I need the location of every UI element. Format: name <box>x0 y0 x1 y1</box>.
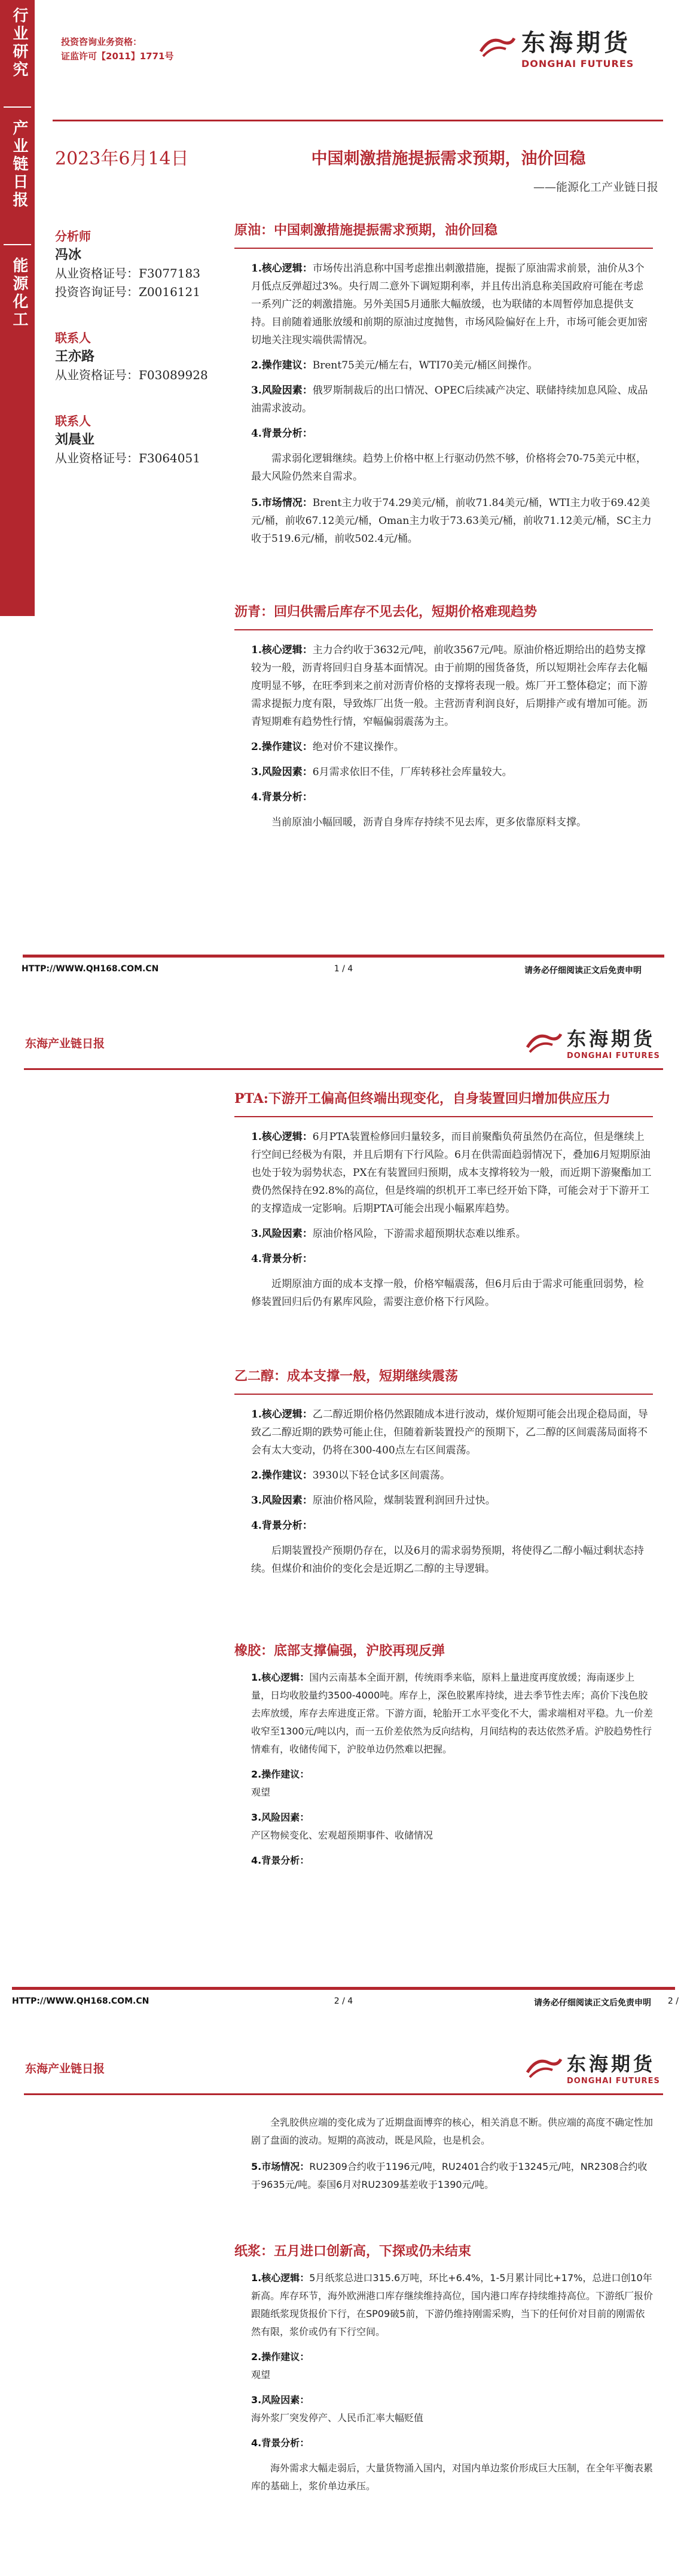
footer-url[interactable]: HTTP://WWW.QH168.COM.CN <box>22 964 159 974</box>
label: 4.背景分析： <box>251 428 313 440</box>
label: 4.背景分析： <box>251 1520 313 1532</box>
label: 4.背景分析： <box>251 1253 313 1265</box>
sidebar-tab <box>0 0 35 616</box>
label: 2.操作建议： <box>251 1470 313 1481</box>
section-title: 纸浆：五月进口创新高，下探或仍未结束 <box>234 2244 472 2259</box>
text: 原油价格风险，煤制装置利润回升过快。 <box>312 1495 496 1507</box>
section-title: 乙二醇：成本支撑一般，短期继续震荡 <box>234 1368 459 1384</box>
license-line-2: 证监许可【2011】1771号 <box>61 51 174 62</box>
background-text: 后期装置投产预期仍存在，以及6月的需求弱势预期，将使得乙二醇小幅过剩状态持续。但煤价和油价的变化会是近期乙二醇的主导逻辑。 <box>251 1545 644 1575</box>
core-logic <box>234 641 653 731</box>
op-advice <box>234 356 653 374</box>
sidebar-tab-chain-daily: 产业链日报 <box>10 120 28 209</box>
footer-disclaimer: 请务必仔细阅读正文后免责申明 <box>524 966 642 975</box>
page-number: 1 / 4 <box>334 964 353 974</box>
section-title: 沥青：回归供需后库存不见去化，短期价格难现趋势 <box>234 604 538 620</box>
logo-en: DONGHAI FUTURES <box>521 58 634 69</box>
background-text: 海外需求大幅走弱后，大量货物涌入国内，对国内单边浆价形成巨大压制，在全年平衡表累库的基础上，浆价单边承压。 <box>251 2462 654 2492</box>
company-logo <box>525 1024 660 1060</box>
label: 2.操作建议： <box>251 2351 310 2362</box>
running-head: 东海产业链日报 <box>25 2062 105 2075</box>
risk-factors <box>234 1492 653 1510</box>
contact-block <box>55 329 216 385</box>
label: 3.风险因素： <box>251 385 313 397</box>
contact-heading: 联系人 <box>55 331 91 345</box>
text: Brent75美元/桶左右，WTI70美元/桶区间操作。 <box>312 359 538 371</box>
company-logo <box>525 2049 660 2086</box>
logo-mark-icon <box>525 1029 563 1056</box>
risk-factors <box>234 763 653 781</box>
background-text: 近期原油方面的成本支撑一般，价格窄幅震荡，但6月后由于需求可能重回弱势，检修装置回归后仍有累库风险，需要注意价格下行风险。 <box>251 1278 644 1308</box>
label: 1.核心逻辑： <box>251 644 313 656</box>
text: 6月需求依旧不佳，厂库转移社会库量较大。 <box>312 766 512 778</box>
crude-section <box>234 221 653 555</box>
rubber-section <box>234 1642 653 1877</box>
contact-heading: 联系人 <box>55 414 91 428</box>
contact-block <box>55 412 216 468</box>
footer-rule <box>12 1987 675 1990</box>
background <box>234 2434 653 2452</box>
page-3 <box>0 2034 687 2576</box>
analyst-cert: 从业资格证号：F3077183 <box>55 266 200 281</box>
section-rule <box>234 1394 653 1395</box>
logo-cn: 东海期货 <box>521 29 631 57</box>
rubber-continued <box>234 2111 653 2201</box>
license-line-1: 投资咨询业务资格： <box>61 36 142 47</box>
label: 1.核心逻辑： <box>251 1409 313 1420</box>
section-rule <box>234 248 653 249</box>
risk-factors <box>234 2391 653 2427</box>
label: 3.风险因素： <box>251 766 313 778</box>
header-rule <box>24 1068 663 1070</box>
running-head: 东海产业链日报 <box>25 1037 105 1050</box>
market-status <box>234 2158 653 2194</box>
core-logic <box>234 1128 653 1218</box>
text: 3930以下轻仓试多区间震荡。 <box>312 1470 451 1481</box>
footer-rule <box>23 955 664 958</box>
text: 产区物候变化、宏观超预期事件、收储情况 <box>251 1830 433 1841</box>
core-logic <box>234 2269 653 2341</box>
analyst-heading: 分析师 <box>55 229 91 243</box>
contact-name: 王亦路 <box>55 349 95 364</box>
footer-url[interactable]: HTTP://WWW.QH168.COM.CN <box>12 1996 149 2006</box>
core-logic <box>234 1669 653 1758</box>
text: 市场传出消息称中国考虑推出刺激措施，提振了原油需求前景，油价从3个月低点反弹超过3%。央行周二意外下调短期利率，并且传出消息称美国政府可能在考虑一系列广泛的刺激措施。另外美国5月通胀大幅放缓，也为联储的本周暂停加息提供支持。目前随着通胀放缓和前期的原油过度抛售，市场风险偏好在上升，市场可能会更加密切地关注现实端供需情况。 <box>251 263 648 346</box>
text: 主力合约收于3632元/吨，前收3567元/吨。原油价格近期给出的趋势支撑较为一般，沥青将回归自身基本面情况。由于前期的囤货备货，所以短期社会库存去化幅度明显不够，在旺季到来之前对沥青价格的支撑将表现一般。炼厂开工整体稳定；而下游需求提振力度有限，导致炼厂出货一般。主营沥青利润良好，后期排产或有增加可能。沥青短期难有趋势性行情，窄幅偏弱震荡为主。 <box>251 644 648 728</box>
company-logo <box>478 24 634 69</box>
sidebar-tab-energy-chem: 能源化工 <box>10 257 28 329</box>
contact-cert: 从业资格证号：F03089928 <box>55 368 208 382</box>
text: 观望 <box>251 1787 271 1798</box>
label: 2.操作建议： <box>251 1769 310 1780</box>
section-rule <box>234 629 653 630</box>
analyst-column <box>55 227 216 495</box>
footer-disclaimer: 请务必仔细阅读正文后免责申明 <box>534 1998 651 2008</box>
page-number: 2 / 4 <box>334 1996 353 2006</box>
risk-factors <box>234 1809 653 1845</box>
core-logic <box>234 1406 653 1459</box>
logo-en: DONGHAI FUTURES <box>567 2077 660 2086</box>
label: 1.核心逻辑： <box>251 2272 310 2284</box>
op-advice <box>234 738 653 756</box>
pta-section <box>234 1090 653 1319</box>
risk-factors <box>234 382 653 417</box>
report-title: 中国刺激措施提振需求预期，油价回稳 <box>311 150 586 168</box>
sidebar-divider <box>4 106 31 108</box>
text: 绝对价不建议操作。 <box>312 741 404 753</box>
label: 1.核心逻辑： <box>251 1672 310 1683</box>
text: 观望 <box>251 2369 271 2380</box>
text: 海外浆厂突发停产、人民币汇率大幅贬值 <box>251 2412 424 2423</box>
text: RU2309合约收于1196元/吨，RU2401合约收于13245元/吨，NR2308合约收于9635元/吨。泰国6月对RU2309基差收于1390元/吨。 <box>251 2161 648 2190</box>
background-text: 当前原油小幅回暖，沥青自身库存持续不见去库，更多依靠原料支撑。 <box>271 816 587 828</box>
text: 原油价格风险，下游需求超预期状态难以维系。 <box>312 1228 526 1240</box>
logo-en: DONGHAI FUTURES <box>567 1051 660 1060</box>
op-advice <box>234 1766 653 1801</box>
op-advice <box>234 1467 653 1484</box>
sidebar-divider <box>4 244 31 245</box>
core-logic <box>234 260 653 349</box>
report-subtitle: ——能源化工产业链日报 <box>533 181 658 194</box>
pulp-section <box>234 2243 653 2504</box>
op-advice <box>234 2348 653 2384</box>
background <box>234 788 653 806</box>
analyst-name: 冯冰 <box>55 247 82 263</box>
label: 1.核心逻辑： <box>251 1131 313 1143</box>
label: 3.风险因素： <box>251 2394 310 2406</box>
license-info <box>61 35 174 63</box>
text: 5月纸浆总进口315.6万吨，环比+6.4%，1-5月累计同比+17%，总进口创10年新高。库存环节，海外欧洲港口库存继续维持高位，国内港口库存持续维持高位。下游纸厂报价跟随纸浆现货报价下行，在SP09破5前，下游仍维持刚需采购，当下的任何价对目前的刚需依然有限，浆价或仍有下行空间。 <box>251 2272 654 2337</box>
background <box>234 1517 653 1535</box>
section-title: 橡胶：底部支撑偏强，沪胶再现反弹 <box>234 1644 445 1659</box>
contact-cert: 从业资格证号：F3064051 <box>55 451 200 465</box>
analyst-block <box>55 227 216 301</box>
label: 3.风险因素： <box>251 1495 313 1507</box>
risk-factors <box>234 1225 653 1243</box>
label: 5.市场情况： <box>251 2161 310 2172</box>
section-title: 原油：中国刺激措施提振需求预期，油价回稳 <box>234 222 498 238</box>
logo-cn: 东海期货 <box>567 2053 656 2075</box>
label: 2.操作建议： <box>251 741 313 753</box>
page-number-right: 2 / <box>667 1996 679 2006</box>
text: 国内云南基本全面开割，传统雨季来临，原料上量进度再度放缓；海南逐步上量，日均收胶量约3500-4000吨。库存上，深色胶累库持续，进去季节性去库；高价下浅色胶去库放缓，库存去库进度正常。下游方面，轮胎开工水平变化不大，需求端相对平稳。九一价差收窄至1300元/吨以内，而一五价差依然为反向结构，月间结构的表达依然矛盾。沪胶趋势性行情难有，收储传闻下，沪胶单边仍然难以把握。 <box>251 1672 654 1755</box>
background <box>234 1852 653 1870</box>
text: Brent主力收于74.29美元/桶，前收71.84美元/桶，WTI主力收于69.42美元/桶，前收67.12美元/桶，Oman主力收于73.63美元/桶，前收71.12美元/桶，SC主力收于519.6元/桶，前收502.4元/桶。 <box>251 497 652 545</box>
asphalt-section <box>234 603 653 840</box>
logo-mark-icon <box>525 2054 563 2081</box>
text: 乙二醇近期价格仍然跟随成本进行波动，煤价短期可能会出现企稳局面，导致乙二醇近期的跌势可能止住，但随着新装置投产的预期下，乙二醇的区间震荡局面将不会有太大变动，仍将在300-400点左右区间震荡。 <box>251 1409 648 1456</box>
background-text: 全乳胶供应端的变化成为了近期盘面博弈的核心，相关消息不断。供应端的高度不确定性加剧了盘面的波动。短期的高波动，既是风险，也是机会。 <box>251 2117 654 2146</box>
label: 3.风险因素： <box>251 1812 310 1823</box>
market-status <box>234 494 653 548</box>
logo-cn: 东海期货 <box>567 1028 656 1050</box>
header-rule <box>53 120 663 121</box>
text: 俄罗斯制裁后的出口情况、OPEC后续减产决定、联储持续加息风险、成品油需求波动。 <box>251 385 648 414</box>
page-2 <box>0 1008 687 2013</box>
analyst-cert: 投资咨询证号：Z0016121 <box>55 285 200 299</box>
label: 2.操作建议： <box>251 359 313 371</box>
section-rule <box>234 1116 653 1117</box>
label: 3.风险因素： <box>251 1228 313 1240</box>
header-rule <box>24 2093 663 2095</box>
background-text: 需求弱化逻辑继续。趋势上价格中枢上行驱动仍然不够，价格将会70-75美元中枢，最大风险仍然来自需求。 <box>251 453 647 483</box>
label: 4.背景分析： <box>251 1855 310 1866</box>
contact-name: 刘晨业 <box>55 432 95 447</box>
report-date: 2023年6月14日 <box>55 148 189 169</box>
text: 6月PTA装置检修回归量较多，而目前聚酯负荷虽然仍在高位，但是继续上行空间已经极为有限，并且后期有下行风险。6月在供需面趋弱情况下，叠加6月短期原油也处于较为弱势状态，PX在有装置回归预期，成本支撑将较为一般，而近期下游聚酯加工费仍然保持在92.8%的高位，但是终端的织机开工率已经开始下降，可能会对于下游开工的支撑造成一定影响。后期PTA可能会出现小幅累库趋势。 <box>251 1131 652 1215</box>
logo-mark-icon <box>478 33 517 60</box>
label: 5.市场情况： <box>251 497 313 509</box>
section-title: PTA:下游开工偏高但终端出现变化，自身装置回归增加供应压力 <box>234 1091 610 1106</box>
background <box>234 425 653 443</box>
sidebar-tab-industry-research: 行业研究 <box>10 7 28 79</box>
page-1 <box>0 0 687 982</box>
meg-section <box>234 1367 653 1586</box>
label: 1.核心逻辑： <box>251 263 313 275</box>
label: 4.背景分析： <box>251 2437 310 2449</box>
label: 4.背景分析： <box>251 791 313 803</box>
background <box>234 1250 653 1268</box>
